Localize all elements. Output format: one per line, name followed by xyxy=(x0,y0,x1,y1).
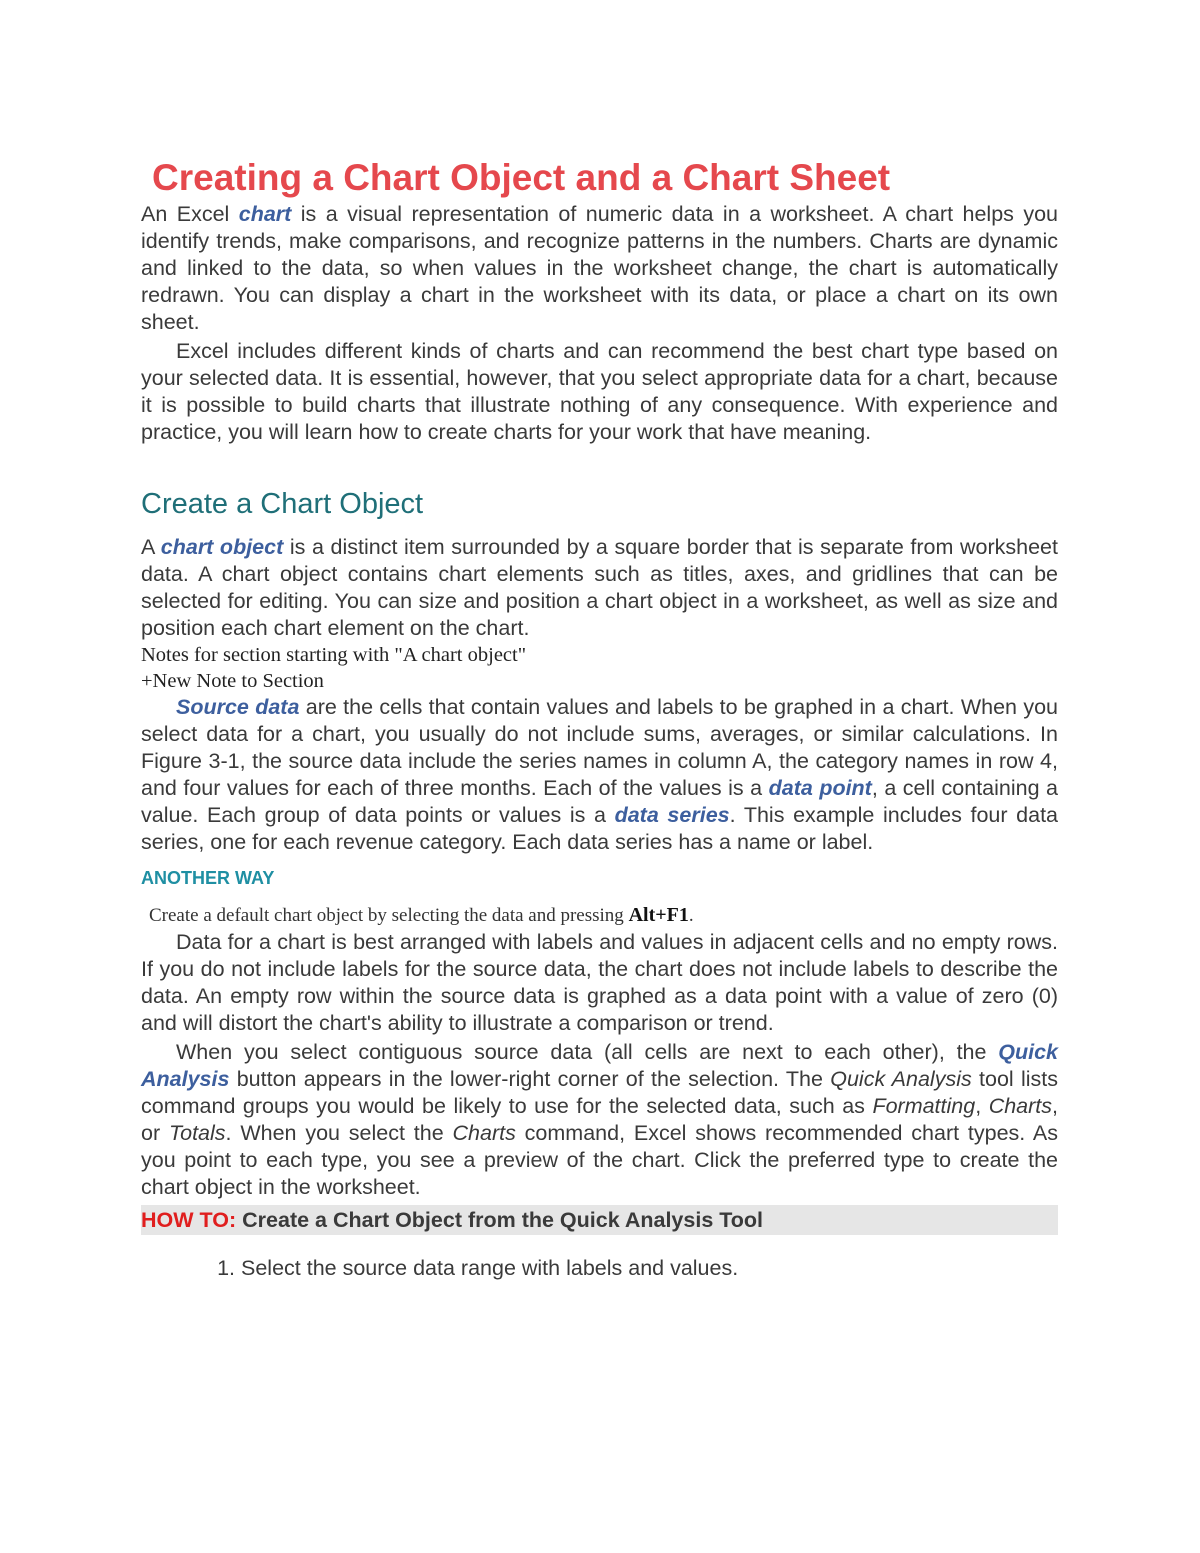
italic-run: Quick Analysis xyxy=(830,1067,972,1091)
intro-paragraph-2: Excel includes different kinds of charts and can recommend the best chart type based on your selected data. It is essential, however, that you select appropriate data for a chart, because it is possible to build charts that illustrate nothing of any consequence. With experience and practice, you will learn how to create charts for your work that have meaning. xyxy=(141,339,1058,444)
text-run: When you select contiguous source data (all cells are next to each other), the xyxy=(176,1040,999,1064)
shortcut-key: Alt+F1 xyxy=(628,904,689,926)
italic-run: Formatting xyxy=(872,1094,976,1118)
section-note-label: Notes for section starting with "A chart object" xyxy=(141,644,527,666)
text-run: . This example includes four data series, one for each revenue category. Each data series has a name or label. xyxy=(141,803,1059,854)
data-arrangement-paragraph: Data for a chart is best arranged with labels and values in adjacent cells and no empty rows. If you do not include labels for the source data, the chart does not include labels to describe the data. An empty row within the source data is graphed as a data point with a value of zero (0) and will distort the chart's ability to illustrate a comparison or trend. xyxy=(141,930,1058,1035)
italic-run: Charts xyxy=(988,1094,1053,1118)
text-run: An Excel xyxy=(141,202,239,226)
text-run: Create a default chart object by selecting the data and pressing xyxy=(149,905,629,926)
italic-run: Charts xyxy=(452,1121,516,1145)
text-run: button appears in the lower-right corner of the selection. The xyxy=(229,1067,831,1091)
new-note-link[interactable]: +New Note to Section xyxy=(141,670,324,692)
document-page xyxy=(141,155,1058,1282)
term-source-data: Source data xyxy=(176,695,300,719)
source-data-paragraph xyxy=(141,694,1058,856)
term-quick-analysis: Quick Analysis xyxy=(141,1040,1058,1091)
text-run: , a cell containing a value. Each group of data points or values is a xyxy=(141,776,1059,827)
term-data-point: data point xyxy=(768,776,872,800)
another-way-tip xyxy=(149,902,1058,929)
how-to-label: HOW TO: xyxy=(141,1208,237,1232)
text-run: command, Excel shows recommended chart types. As you point to each type, you see a preview of the chart. Click the preferred type to create the chart object in the worksheet. xyxy=(141,1121,1058,1199)
another-way-label: ANOTHER WAY xyxy=(141,868,275,888)
text-run: , xyxy=(975,1094,989,1118)
text-run: , or xyxy=(141,1094,1059,1145)
text-run: . When you select the xyxy=(225,1121,453,1145)
term-chart-object: chart object xyxy=(160,535,284,559)
italic-run: Totals xyxy=(168,1121,226,1145)
quick-analysis-paragraph xyxy=(141,1039,1058,1201)
intro-paragraph-1 xyxy=(141,201,1058,336)
text-run: . xyxy=(688,905,694,926)
page-title: Creating a Chart Object and a Chart Sheet xyxy=(152,157,891,198)
how-to-steps xyxy=(141,1255,1058,1282)
list-item: 1. Select the source data range with labels and values. xyxy=(241,1255,1058,1282)
text-run: A xyxy=(141,535,161,559)
term-chart: chart xyxy=(238,202,292,226)
how-to-title: Create a Chart Object from the Quick Analysis Tool xyxy=(236,1208,764,1232)
text-run: are the cells that contain values and labels to be graphed in a chart. When you select data for a chart, you usually do not include sums, averages, or similar calculations. In Figure 3-1, the source data include the series names in column A, the category names in row 4, and four values for each of three months. Each of the values is a xyxy=(141,695,1058,800)
text-run: is a distinct item surrounded by a square border that is separate from worksheet data. A chart object contains chart elements such as titles, axes, and gridlines that can be selected for editing. You can size and position a chart object in a worksheet, as well as size and position each chart element on the chart. xyxy=(141,535,1058,640)
chart-object-paragraph xyxy=(141,534,1058,642)
section-heading: Create a Chart Object xyxy=(141,488,424,520)
text-run: tool lists command groups you would be likely to use for the selected data, such as xyxy=(141,1067,1058,1118)
how-to-banner xyxy=(141,1205,1058,1235)
term-data-series: data series xyxy=(614,803,730,827)
text-run: is a visual representation of numeric data in a worksheet. A chart helps you identify trends, make comparisons, and recognize patterns in the numbers. Charts are dynamic and linked to the data, so when values in the worksheet change, the chart is automatically redrawn. You can display a chart in the worksheet with its data, or place a chart on its own sheet. xyxy=(141,202,1058,334)
